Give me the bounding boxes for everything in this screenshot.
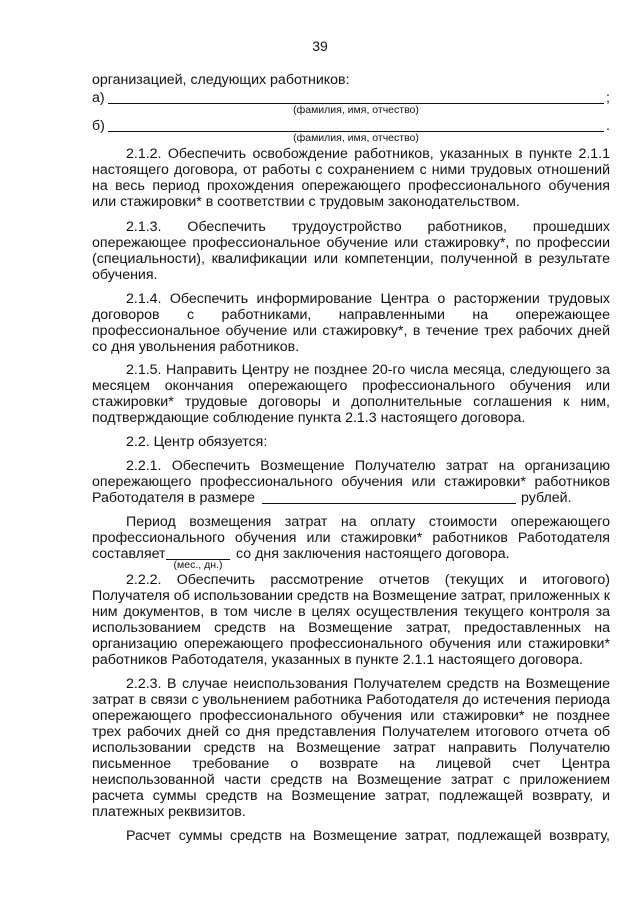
text-line: использованием средств на Возмещение затрат, предоставленных на: [92, 620, 610, 636]
intro-text: организацией, следующих работников:: [92, 72, 350, 88]
text-line: работников Работодателя, указанных в пункте 2.1.1 настоящего договора.: [92, 652, 583, 668]
text-line: на весь период прохождения опережающего профессионального обучения: [92, 178, 610, 194]
page-number: 39: [312, 38, 328, 54]
item-a-caption: (фамилия, имя, отчество): [293, 104, 419, 116]
item-b-label: б): [92, 118, 105, 134]
text-line: стажировки* трудовые договоры и дополнительные соглашения к ним,: [92, 394, 610, 410]
currency-label: рублей.: [521, 490, 572, 506]
text-line: трех рабочих дней со дня представления Получателем итогового отчета об: [92, 724, 610, 740]
text-line: 2.2.2. Обеспечить рассмотрение отчетов (текущих и итогового): [126, 572, 610, 588]
text-line: использовании средств на Возмещение затрат направить Получателю: [92, 740, 610, 756]
text-line: договоров с работниками, направленными на опережающее: [92, 307, 610, 323]
text-line: профессионального обучения или стажировки* работников Работодателя: [92, 530, 610, 546]
text-line: (специальности), квалификации или компетенции, полученной в результате: [92, 251, 610, 267]
text-line: 2.1.5. Направить Центру не позднее 20-го числа месяца, следующего за: [126, 362, 610, 378]
text-line: опережающего профессионального обучения или стажировки* не позднее: [92, 708, 610, 724]
paragraph-last: Расчет суммы средств на Возмещение затрат, подлежащей возврату,: [126, 828, 610, 844]
text-line: 2.1.2. Обеспечить освобождение работников, указанных в пункте 2.1.1: [126, 146, 610, 162]
item-a-end: ;: [606, 90, 610, 106]
item-b-caption: (фамилия, имя, отчество): [293, 132, 419, 144]
text-line: со дня заключения настоящего договора.: [236, 546, 510, 562]
text-line: Получателя об использовании средств на Возмещение затрат, приложенных к: [92, 588, 610, 604]
text-line: расчета суммы средств на Возмещение затрат, подлежащей возврату, и: [92, 788, 610, 804]
text-line: 2.1.4. Обеспечить информирование Центра о расторжении трудовых: [126, 291, 610, 307]
text-line: профессиональное обучение или стажировку*, в течение трех рабочих дней: [92, 323, 610, 339]
section-2-2-heading: 2.2. Центр обязуется:: [126, 434, 268, 450]
period-caption: (мес., дн.): [173, 559, 223, 571]
text-line: обучения.: [92, 267, 158, 283]
text-line: настоящего договора, от работы с сохранением с ними трудовых отношений: [92, 162, 610, 178]
text-line: составляет: [92, 546, 166, 562]
text-line: 2.1.3. Обеспечить трудоустройство работников, прошедших: [126, 219, 610, 235]
text-line: 2.2.1. Обеспечить Возмещение Получателю затрат на организацию: [126, 458, 610, 474]
item-a-label: а): [92, 90, 105, 106]
text-line: 2.2.3. В случае неиспользования Получателем средств на Возмещение: [126, 676, 610, 692]
text-line: месяцем окончания опережающего профессионального обучения или: [92, 378, 610, 394]
text-line: подтверждающие соблюдение пункта 2.1.3 настоящего договора.: [92, 410, 526, 426]
text-line: платежных реквизитов.: [92, 804, 246, 820]
amount-fill-line: [262, 503, 516, 504]
text-line: организацию опережающего профессионального обучения или стажировки*: [92, 636, 610, 652]
text-line: опережающее профессиональное обучение или стажировку*, по профессии: [92, 235, 610, 251]
text-line: Период возмещения затрат на оплату стоимости опережающего: [126, 514, 610, 530]
text-line: неиспользованной части средств на Возмещение затрат с приложением: [92, 772, 610, 788]
text-line: письменное требование о возврате на лицевой счет Центра: [92, 756, 610, 772]
text-line: со дня увольнения работников.: [92, 339, 300, 355]
text-line: Работодателя в размере: [92, 490, 256, 506]
item-b-end: .: [606, 118, 610, 134]
text-line: опережающего профессионального обучения или стажировки* работников: [92, 474, 610, 490]
text-line: затрат в связи с увольнением работника Работодателя до истечения периода: [92, 692, 610, 708]
text-line: или стажировки* в соответствии с трудовым законодательством.: [92, 194, 520, 210]
text-line: ним документов, в том числе в целях осуществления текущего контроля за: [92, 604, 610, 620]
